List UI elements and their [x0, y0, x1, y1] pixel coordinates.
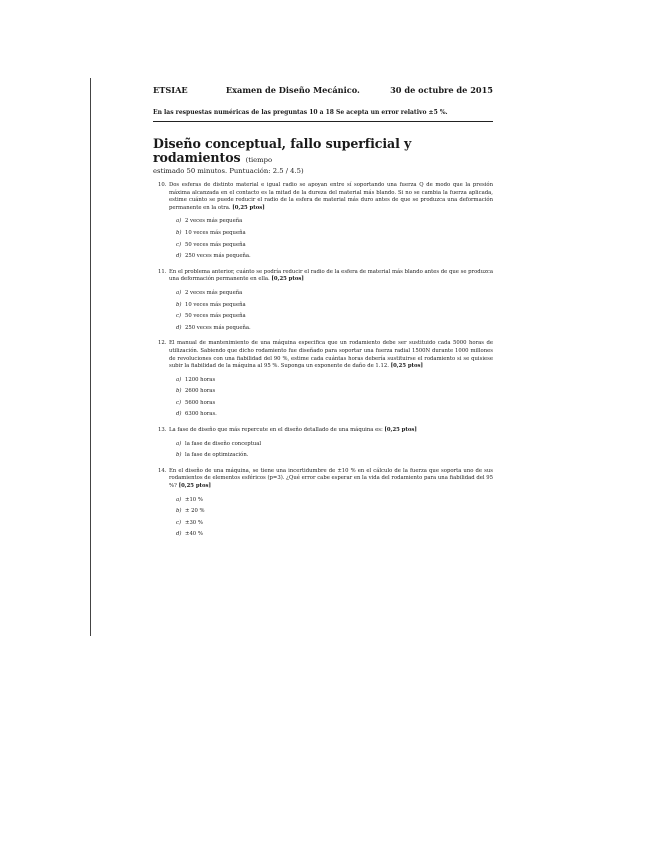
option-label: a): [176, 496, 182, 503]
question-12: [153, 340, 493, 370]
option-a: [176, 375, 493, 387]
option-text: 2600 horas: [185, 388, 216, 395]
options-12: [153, 375, 493, 421]
option-text: 50 veces más pequeña: [185, 313, 246, 320]
option-b: [176, 300, 493, 312]
exam-page: [153, 84, 493, 541]
question-text: Dos esferas de distinto material e igual radio se apoyan entre sí soportando una fuerza Q de modo que la presión máxima alcanzada en el contacto es la mitad de la dureza del material más blando. Si no se cambia la fuerza aplicada, estime cuánto se puede reducir el radio de la esfera de material más duro antes de que se produzca una deformación permanente en la otra.: [169, 182, 493, 211]
header-school: ETSIAE: [153, 85, 188, 95]
question-14: [153, 468, 493, 491]
option-text: 250 veces más pequeña.: [185, 324, 251, 331]
question-13: [153, 427, 493, 435]
option-c: [176, 311, 493, 323]
option-text: 2 veces más pequeña: [185, 289, 243, 296]
question-11: [153, 269, 493, 284]
options-11: [153, 288, 493, 334]
section-title: [153, 136, 493, 167]
option-c: [176, 240, 493, 252]
option-text: 10 veces más pequeña: [185, 229, 246, 236]
options-14: [153, 495, 493, 541]
option-text: 2 veces más pequeña: [185, 218, 243, 225]
section-title-paren: (tiempo: [245, 156, 273, 164]
question-points: [0,25 ptos]: [390, 363, 424, 370]
section-title-main: Diseño conceptual, fallo superficial y rodamientos: [153, 136, 412, 165]
option-label: b): [176, 452, 182, 459]
option-label: c): [176, 241, 182, 248]
option-label: a): [176, 440, 182, 447]
option-d: [176, 409, 493, 421]
question-number: 14.: [158, 467, 167, 474]
header-divider: [153, 121, 493, 122]
option-label: b): [176, 229, 182, 236]
option-c: [176, 518, 493, 530]
question-number: 11.: [158, 268, 167, 275]
option-label: a): [176, 218, 182, 225]
option-label: c): [176, 519, 182, 526]
option-b: [176, 386, 493, 398]
question-number: 12.: [158, 340, 167, 347]
option-d: [176, 529, 493, 541]
question-points: [0,25 ptos]: [384, 427, 417, 434]
option-text: 50 veces más pequeña: [185, 241, 246, 248]
question-points: [0,25 ptos]: [271, 276, 304, 283]
option-label: b): [176, 301, 182, 308]
question-text: El manual de mantenimiento de una máquina especifica que un rodamiento debe ser sustituido cada 5000 horas de utilización. Sabiendo que dicho rodamiento fue diseñado para soportar una fuerza radial 1500N durante 1000 millones de revoluciones con una fiabilidad del 90 %, estime cada cuántas horas debería sustituirse el rodamiento si se quisiese subir la fiabilidad de la máquina al 95 %. Suponga un exponente de daño de 1.12.: [169, 340, 493, 370]
option-text: 250 veces más pequeña.: [185, 253, 251, 260]
option-text: ±30 %: [185, 519, 203, 526]
option-label: d): [176, 253, 182, 260]
option-text: 6300 horas.: [185, 411, 217, 418]
option-a: [176, 495, 493, 507]
option-text: 1200 horas: [185, 376, 216, 383]
option-text: 5600 horas: [185, 399, 216, 406]
option-a: [176, 216, 493, 228]
question-text: La fase de diseño que más repercute en el diseño detallado de una máquina es:: [169, 427, 383, 434]
option-b: [176, 450, 493, 462]
option-label: d): [176, 324, 182, 331]
option-label: b): [176, 388, 182, 395]
option-text: ±10 %: [185, 496, 203, 503]
option-text: 10 veces más pequeña: [185, 301, 246, 308]
option-c: [176, 398, 493, 410]
margin-line: [90, 78, 91, 636]
option-label: d): [176, 531, 182, 538]
option-label: a): [176, 376, 182, 383]
option-text: ±40 %: [185, 531, 203, 538]
option-text: ± 20 %: [185, 508, 205, 515]
option-text: la fase de optimización.: [185, 452, 249, 459]
page-header: [153, 84, 493, 97]
option-label: c): [176, 399, 182, 406]
options-13: [153, 439, 493, 462]
option-label: c): [176, 313, 182, 320]
option-d: [176, 251, 493, 263]
option-b: [176, 228, 493, 240]
option-a: [176, 439, 493, 451]
question-10: [153, 182, 493, 212]
option-label: b): [176, 508, 182, 515]
option-d: [176, 323, 493, 335]
question-number: 13.: [158, 427, 167, 434]
question-number: 10.: [158, 182, 167, 188]
question-text: En el problema anterior, cuánto se podría reducir el radio de la esfera de material más blando antes de que se produzca una deformación permanente en ella.: [169, 268, 493, 283]
header-exam-title: Examen de Diseño Mecánico.: [225, 85, 360, 95]
option-text: la fase de diseño conceptual: [185, 440, 262, 447]
question-points: [0,25 ptos]: [232, 204, 265, 211]
option-a: [176, 288, 493, 300]
section-subtitle: estimado 50 minutos. Puntuación: 2.5 / 4.5): [153, 167, 304, 175]
option-label: a): [176, 289, 182, 296]
question-text: En el diseño de una máquina, se tiene una incertidumbre de ±10 % en el cálculo de la fuerza que soporta uno de sus rodamientos de elementos esféricos (p=3). ¿Qué error cabe esperar en la vida del rodamiento para una fiabilidad del 95 %?: [169, 467, 493, 490]
option-b: [176, 506, 493, 518]
numeric-error-note: En las respuestas numéricas de las preguntas 10 a 18 Se acepta un error relativo ±5 %.: [153, 109, 448, 116]
header-date: 30 de octubre de 2015: [390, 85, 493, 95]
options-10: [153, 216, 493, 262]
option-label: d): [176, 411, 182, 418]
question-points: [0,25 ptos]: [178, 483, 211, 490]
